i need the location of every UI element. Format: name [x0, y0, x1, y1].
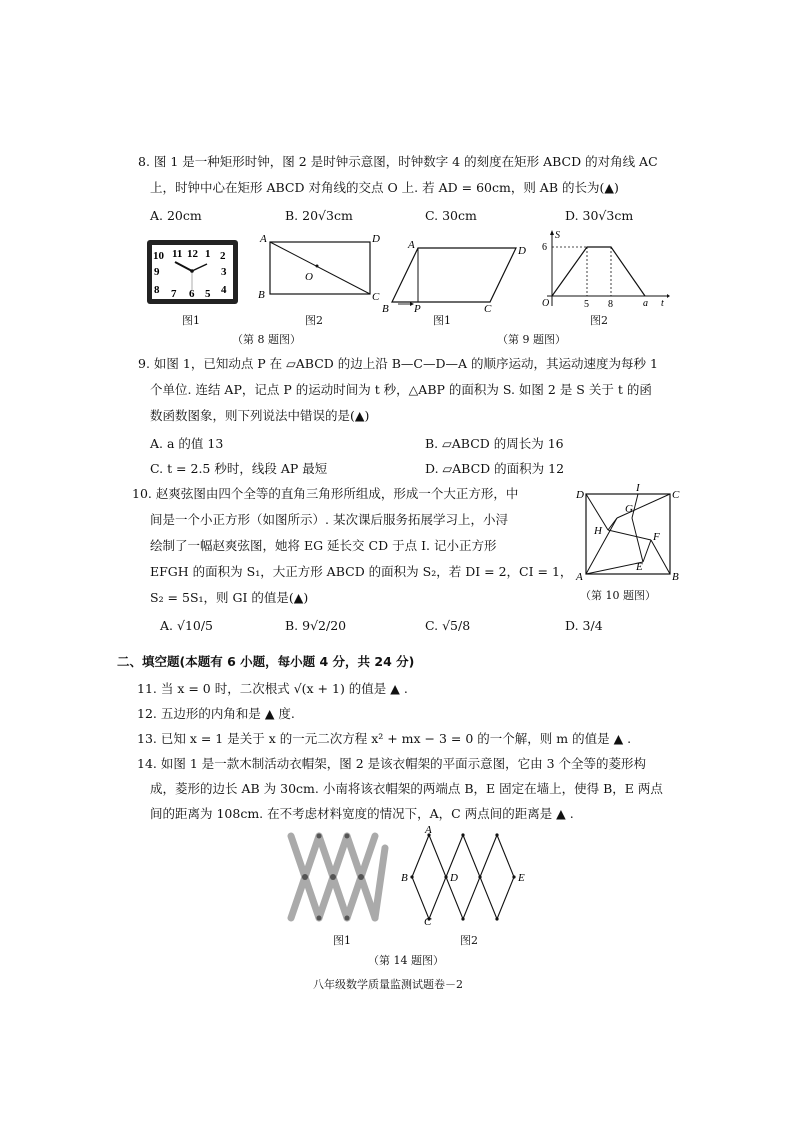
q9-stem-line3: 数函数图象，则下列说法中错误的是(▲)	[150, 408, 370, 423]
q10-stem-line2: 间是一个小正方形（如图所示）. 某次课后服务拓展学习上，小浔	[150, 512, 508, 527]
q8-stem-line1: 8. 图 1 是一种矩形时钟，图 2 是时钟示意图，时钟数字 4 的刻度在矩形 ABCD 的对角线 AC	[138, 154, 658, 169]
label-f: F	[653, 531, 660, 543]
clock-number: 4	[221, 284, 227, 296]
label-d: D	[450, 872, 458, 884]
clock-number: 10	[153, 250, 164, 262]
clock-number: 8	[154, 284, 160, 296]
q10-stem-line3: 绘制了一幅赵爽弦图，她将 EG 延长交 CD 于点 I. 记小正方形	[150, 538, 497, 553]
q8-fig1-caption: 图1	[182, 314, 200, 327]
label-c: C	[484, 303, 492, 315]
clock-number: 7	[171, 288, 177, 300]
tick-x-5: 5	[584, 299, 589, 310]
q10-option-b: B. 9√2/20	[285, 618, 347, 633]
label-c: C	[424, 916, 432, 925]
clock-number: 5	[205, 288, 211, 300]
q9-stem-line2: 个单位. 连结 AP，记点 P 的运动时间为 t 秒，△ABP 的面积为 S. 如图 2 是 S 关于 t 的函	[150, 382, 652, 397]
label-e: E	[636, 561, 643, 573]
clock-number: 1	[205, 248, 211, 260]
q8-fig2-caption: 图2	[305, 314, 323, 327]
q10-option-c: C. √5/8	[425, 618, 471, 633]
q9-option-c: C. t = 2.5 秒时，线段 AP 最短	[150, 461, 328, 476]
clock-number: 2	[220, 250, 226, 262]
section-title: 二、填空题(本题有 6 小题，每小题 4 分，共 24 分)	[117, 654, 415, 669]
clock-number: 12	[187, 248, 198, 260]
q10-stem-line5: S₂ = 5S₁，则 GI 的值是(▲)	[150, 590, 309, 605]
label-e: E	[518, 872, 525, 884]
label-b: B	[382, 303, 389, 315]
label-d: D	[518, 245, 526, 257]
axis-s-label: S	[555, 230, 560, 241]
tick-x-a: a	[643, 298, 648, 309]
q14-coat-rack-figure	[285, 828, 395, 928]
q8-option-c: C. 30cm	[425, 208, 477, 223]
q10-stem-line1: 10. 赵爽弦图由四个全等的直角三角形所组成，形成一个大正方形，中	[132, 486, 519, 501]
q14-rhombus-figure	[398, 825, 538, 925]
label-c: C	[372, 291, 380, 303]
q12-stem: 12. 五边形的内角和是 ▲ 度.	[137, 706, 295, 721]
q10-stem-line4: EFGH 的面积为 S₁，大正方形 ABCD 的面积为 S₂，若 DI = 2，CI = 1，	[150, 564, 573, 579]
label-d: D	[576, 489, 584, 501]
q14-figure-title: （第 14 题图）	[368, 954, 444, 967]
axis-t-label: t	[661, 298, 664, 309]
q9-option-a: A. a 的值 13	[150, 436, 224, 451]
q8-figure-title: （第 8 题图）	[232, 333, 301, 346]
q14-stem-line1: 14. 如图 1 是一款木制活动衣帽架，图 2 是该衣帽架的平面示意图，它由 3 个全等的菱形构	[137, 756, 647, 771]
q8-option-d: D. 30√3cm	[565, 208, 634, 223]
q8-rectangle-figure	[255, 232, 380, 310]
q10-option-d: D. 3/4	[565, 618, 603, 633]
label-b: B	[672, 571, 679, 583]
q10-figure-title: （第 10 题图）	[580, 589, 656, 602]
q13-stem: 13. 已知 x = 1 是关于 x 的一元二次方程 x² + mx − 3 = 0 的一个解，则 m 的值是 ▲ .	[137, 731, 632, 746]
tick-y-6: 6	[542, 242, 547, 253]
tick-x-8: 8	[608, 299, 613, 310]
label-h: H	[594, 525, 602, 537]
q9-option-d: D. ▱ABCD 的面积为 12	[425, 461, 565, 476]
label-a: A	[425, 825, 432, 836]
label-i: I	[636, 482, 640, 494]
q8-clock-figure	[145, 238, 240, 308]
q10-option-a: A. √10/5	[160, 618, 214, 633]
q14-stem-line2: 成，菱形的边长 AB 为 30cm. 小南将该衣帽架的两端点 B，E 固定在墙上，使得 B，E 两点	[150, 781, 663, 796]
q9-fig1-caption: 图1	[433, 314, 451, 327]
q9-option-b: B. ▱ABCD 的周长为 16	[425, 436, 564, 451]
q14-stem-line3: 间的距离为 108cm. 在不考虑材料宽度的情况下，A，C 两点间的距离是 ▲ .	[150, 806, 574, 821]
q14-fig2-caption: 图2	[460, 934, 478, 947]
q9-fig2-caption: 图2	[590, 314, 608, 327]
q8-option-b: B. 20√3cm	[285, 208, 353, 223]
label-b: B	[258, 289, 265, 301]
clock-number: 9	[154, 266, 160, 278]
q9-parallelogram-figure	[378, 238, 528, 316]
q8-option-a: A. 20cm	[150, 208, 202, 223]
origin-label: O	[542, 298, 550, 309]
label-c: C	[672, 489, 680, 501]
q9-figure-title: （第 9 题图）	[497, 333, 566, 346]
page-footer: 八年级数学质量监测试题卷－2	[313, 978, 463, 991]
q14-fig1-caption: 图1	[333, 934, 351, 947]
clock-number: 6	[189, 288, 195, 300]
label-d: D	[372, 233, 380, 245]
clock-number: 11	[172, 248, 183, 260]
label-a: A	[260, 233, 267, 245]
q10-chord-diagram	[572, 482, 682, 586]
label-g: G	[625, 503, 633, 515]
label-p: P	[414, 303, 421, 315]
q9-stem-line1: 9. 如图 1，已知动点 P 在 ▱ABCD 的边上沿 B—C—D—A 的顺序运动，其运动速度为每秒 1	[138, 356, 658, 371]
q11-stem: 11. 当 x = 0 时，二次根式 √(x + 1) 的值是 ▲ .	[137, 681, 408, 696]
label-a: A	[576, 571, 583, 583]
clock-number: 3	[221, 266, 227, 278]
label-b: B	[401, 872, 408, 884]
q8-stem-line2: 上，时钟中心在矩形 ABCD 对角线的交点 O 上. 若 AD = 60cm，则 AB 的长为(▲)	[150, 180, 619, 195]
q9-function-graph	[535, 228, 670, 310]
label-o: O	[305, 271, 313, 283]
label-a: A	[408, 239, 415, 251]
